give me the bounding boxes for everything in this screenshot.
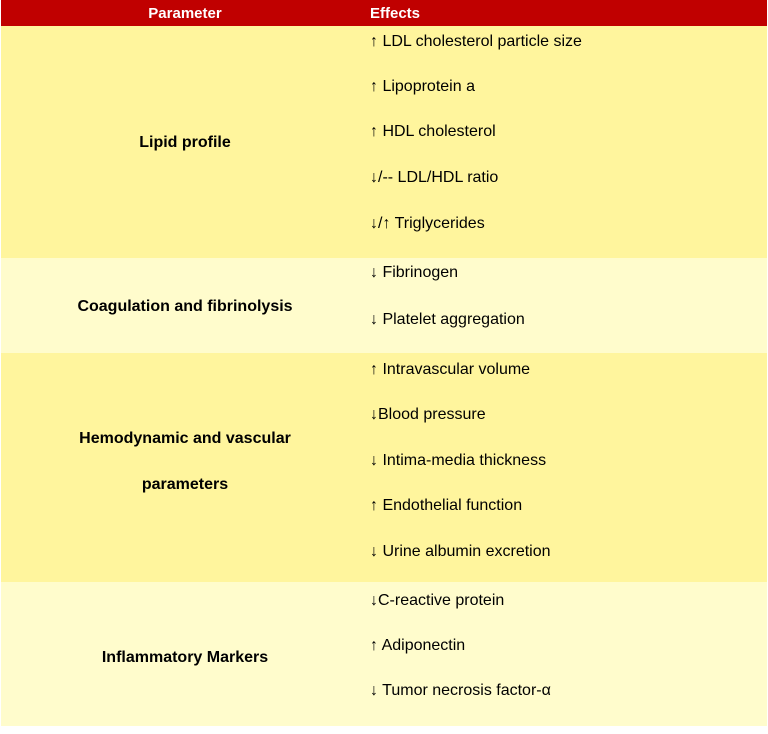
parameter-hemodynamic-line2: parameters (141, 476, 229, 493)
parameter-lipid-profile: Lipid profile (139, 134, 231, 151)
effect-item: ↓ Intima-media thickness (370, 452, 547, 469)
parameter-coagulation: Coagulation and fibrinolysis (77, 298, 293, 315)
table-header (1, 0, 767, 26)
parameter-hemodynamic-line1: Hemodynamic and vascular (79, 430, 291, 447)
effect-item: ↓ Platelet aggregation (370, 311, 525, 328)
effect-item: ↓ Fibrinogen (370, 264, 459, 281)
effect-item: ↑ LDL cholesterol particle size (370, 33, 582, 50)
row-hemodynamic (1, 353, 767, 582)
row-lipid-profile (1, 26, 767, 258)
effect-item: ↓C-reactive protein (370, 592, 505, 609)
effect-item: ↓/↑ Triglycerides (370, 215, 485, 232)
row-inflammatory-markers (1, 582, 767, 726)
effect-item: ↑ Intravascular volume (370, 361, 531, 378)
effect-item: ↑ Lipoprotein a (370, 78, 475, 95)
header-parameter: Parameter (148, 5, 222, 22)
effect-item: ↓ Urine albumin excretion (370, 543, 551, 560)
effect-item: ↓Blood pressure (370, 406, 486, 423)
effect-item: ↓ Tumor necrosis factor-α (370, 682, 551, 699)
header-effects: Effects (370, 5, 421, 22)
effect-item: ↑ HDL cholesterol (370, 123, 496, 140)
parameter-inflammatory-markers: Inflammatory Markers (101, 649, 269, 666)
effect-item: ↓/-- LDL/HDL ratio (370, 169, 499, 186)
row-coagulation (1, 258, 767, 353)
effect-item: ↑ Endothelial function (370, 497, 523, 514)
effect-item: ↑ Adiponectin (370, 637, 466, 654)
